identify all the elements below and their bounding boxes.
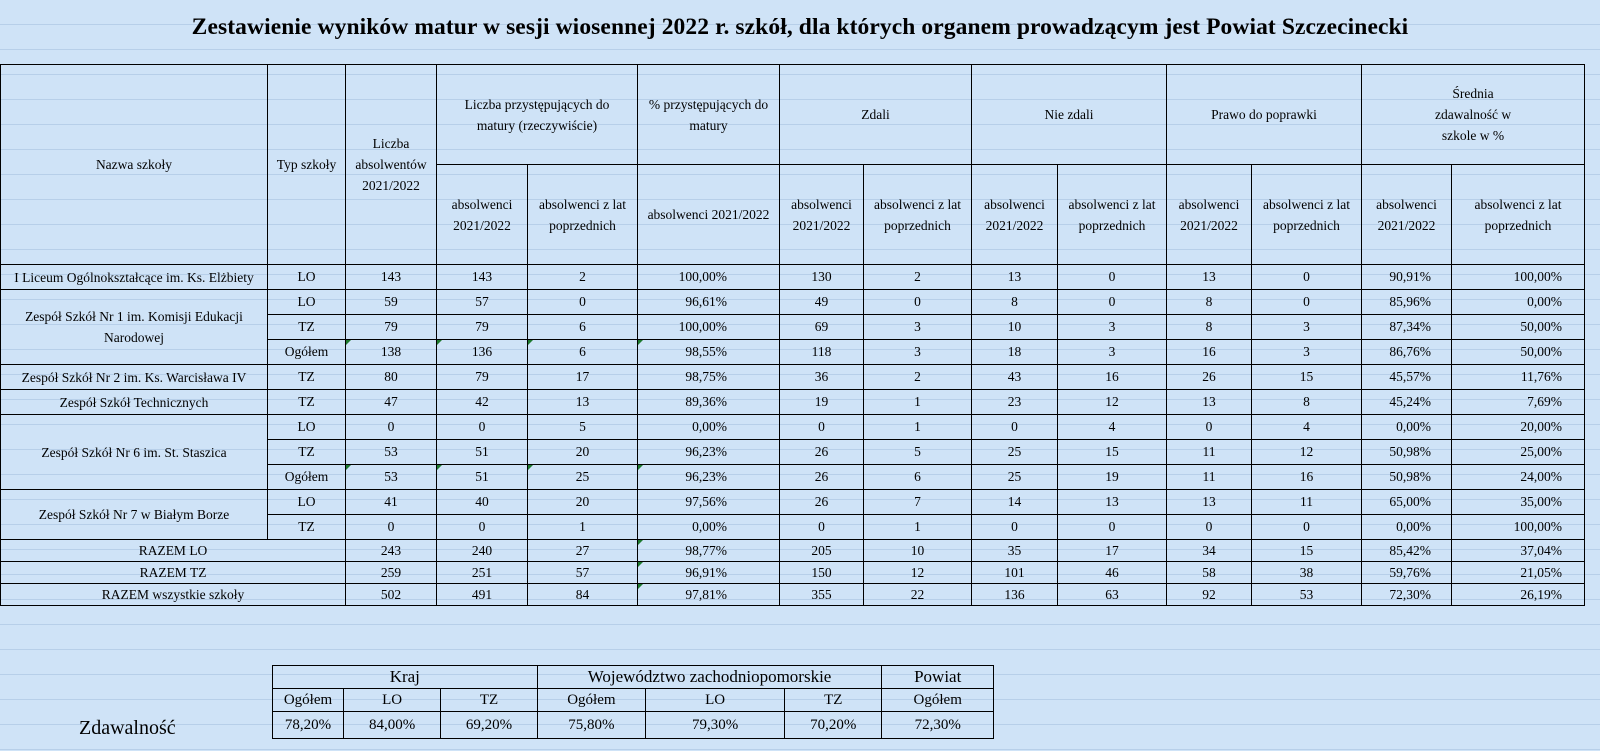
value-cell: 1 [528,515,638,540]
school-type: LO [268,265,346,290]
school-type: TZ [268,440,346,465]
school-type: LO [268,290,346,315]
value-cell: 36 [780,365,864,390]
value-cell: 0 [346,515,437,540]
value-cell: 1 [864,515,972,540]
value-cell: 20 [528,490,638,515]
value-cell: 0 [528,290,638,315]
value-cell: 0,00% [1362,415,1452,440]
value-cell: 8 [1167,315,1252,340]
value-cell: 5 [528,415,638,440]
value-cell: 100,00% [1452,265,1585,290]
value-cell: 0,00% [638,415,780,440]
subheader-cell: absolwenci z lat poprzednich [528,165,638,265]
summary-value: 78,20% [273,712,344,739]
value-cell: 57 [437,290,528,315]
table-row [1,365,1585,390]
summary-table [272,665,994,739]
value-cell: 0 [1058,265,1167,290]
value-cell: 98,55% [638,340,780,365]
value-cell: 96,61% [638,290,780,315]
value-cell: 7,69% [1452,390,1585,415]
header-passed: Zdali [780,65,972,165]
header-average: Średnia zdawalność w szkole w % [1362,65,1585,165]
value-cell: 0 [346,415,437,440]
value-cell: 143 [437,265,528,290]
value-cell: 355 [780,584,864,606]
value-cell: 0 [1058,290,1167,315]
value-cell: 87,34% [1362,315,1452,340]
value-cell: 13 [528,390,638,415]
header-school-name: Nazwa szkoły [1,65,268,265]
value-cell: 19 [1058,465,1167,490]
value-cell: 118 [780,340,864,365]
value-cell: 11 [1252,490,1362,515]
subheader-cell: absolwenci z lat poprzednich [1252,165,1362,265]
value-cell: 46 [1058,562,1167,584]
value-cell: 37,04% [1452,540,1585,562]
school-type: LO [268,415,346,440]
value-cell: 0 [1252,290,1362,315]
subheader-cell: absolwenci 2021/2022 [1362,165,1452,265]
subheader-cell: absolwenci 2021/2022 [1167,165,1252,265]
value-cell: 136 [972,584,1058,606]
summary-value: 72,30% [882,712,994,739]
value-cell: 69 [780,315,864,340]
value-cell: 14 [972,490,1058,515]
school-type: TZ [268,515,346,540]
value-cell: 41 [346,490,437,515]
value-cell: 6 [528,340,638,365]
header-graduates: Liczba absolwentów 2021/2022 [346,65,437,265]
value-cell: 16 [1252,465,1362,490]
summary-value: 79,30% [646,712,785,739]
school-type: TZ [268,365,346,390]
value-cell: 136 [437,340,528,365]
value-cell: 19 [780,390,864,415]
value-cell: 45,24% [1362,390,1452,415]
value-cell: 0 [780,515,864,540]
summary-subheader: LO [646,689,785,712]
summary-value: 70,20% [785,712,882,739]
value-cell: 0,00% [1362,515,1452,540]
value-cell: 97,81% [638,584,780,606]
value-cell: 51 [437,465,528,490]
value-cell: 79 [346,315,437,340]
total-label: RAZEM TZ [1,562,346,584]
value-cell: 22 [864,584,972,606]
value-cell: 11,76% [1452,365,1585,390]
value-cell: 6 [864,465,972,490]
value-cell: 20 [528,440,638,465]
total-row [1,540,1585,562]
value-cell: 40 [437,490,528,515]
value-cell: 50,98% [1362,440,1452,465]
summary-value: 75,80% [537,712,646,739]
value-cell: 143 [346,265,437,290]
value-cell: 96,91% [638,562,780,584]
subheader-cell: absolwenci 2021/2022 [437,165,528,265]
value-cell: 0 [972,515,1058,540]
value-cell: 101 [972,562,1058,584]
value-cell: 240 [437,540,528,562]
value-cell: 25 [972,440,1058,465]
value-cell: 11 [1167,465,1252,490]
value-cell: 97,56% [638,490,780,515]
value-cell: 26 [780,465,864,490]
summary-label: Zdawalność [79,717,176,739]
value-cell: 15 [1252,365,1362,390]
value-cell: 18 [972,340,1058,365]
value-cell: 3 [864,315,972,340]
value-cell: 86,76% [1362,340,1452,365]
school-type: Ogółem [268,340,346,365]
value-cell: 16 [1058,365,1167,390]
value-cell: 0 [864,290,972,315]
value-cell: 2 [864,365,972,390]
value-cell: 17 [528,365,638,390]
value-cell: 243 [346,540,437,562]
value-cell: 8 [1252,390,1362,415]
value-cell: 12 [1058,390,1167,415]
summary-subheader: LO [343,689,440,712]
value-cell: 0 [972,415,1058,440]
value-cell: 57 [528,562,638,584]
value-cell: 8 [972,290,1058,315]
school-name: I Liceum Ogólnokształcące im. Ks. Elżbiety [1,265,268,290]
table-row [1,490,1585,515]
value-cell: 13 [972,265,1058,290]
value-cell: 89,36% [638,390,780,415]
value-cell: 502 [346,584,437,606]
value-cell: 6 [528,315,638,340]
value-cell: 25 [972,465,1058,490]
total-row [1,584,1585,606]
value-cell: 24,00% [1452,465,1585,490]
value-cell: 43 [972,365,1058,390]
value-cell: 8 [1167,290,1252,315]
value-cell: 13 [1058,490,1167,515]
value-cell: 63 [1058,584,1167,606]
value-cell: 51 [437,440,528,465]
total-row [1,562,1585,584]
header-retake: Prawo do poprawki [1167,65,1362,165]
value-cell: 138 [346,340,437,365]
value-cell: 53 [346,465,437,490]
subheader-cell: absolwenci 2021/2022 [780,165,864,265]
value-cell: 47 [346,390,437,415]
value-cell: 98,75% [638,365,780,390]
value-cell: 7 [864,490,972,515]
total-label: RAZEM wszystkie szkoły [1,584,346,606]
value-cell: 2 [864,265,972,290]
value-cell: 100,00% [638,315,780,340]
value-cell: 90,91% [1362,265,1452,290]
value-cell: 0 [437,415,528,440]
value-cell: 16 [1167,340,1252,365]
school-name: Zespół Szkół Nr 1 im. Komisji Edukacji Narodowej [1,290,268,365]
value-cell: 49 [780,290,864,315]
summary-value: 84,00% [343,712,440,739]
value-cell: 100,00% [638,265,780,290]
page-title: Zestawienie wyników matur w sesji wiosennej 2022 r. szkół, dla których organem prowadzącym jest Powiat Szczecinecki [191,14,1409,40]
value-cell: 205 [780,540,864,562]
school-name: Zespół Szkół Nr 7 w Białym Borze [1,490,268,540]
value-cell: 85,42% [1362,540,1452,562]
value-cell: 15 [1252,540,1362,562]
value-cell: 79 [437,315,528,340]
value-cell: 20,00% [1452,415,1585,440]
value-cell: 13 [1167,490,1252,515]
value-cell: 1 [864,390,972,415]
value-cell: 25,00% [1452,440,1585,465]
value-cell: 59,76% [1362,562,1452,584]
summary-subheader: TZ [785,689,882,712]
header-pct-participants: % przystępujących do matury [638,65,780,165]
value-cell: 259 [346,562,437,584]
value-cell: 3 [1058,340,1167,365]
value-cell: 72,30% [1362,584,1452,606]
value-cell: 491 [437,584,528,606]
table-row [1,390,1585,415]
value-cell: 50,00% [1452,340,1585,365]
value-cell: 59 [346,290,437,315]
value-cell: 96,23% [638,440,780,465]
school-type: Ogółem [268,465,346,490]
value-cell: 1 [864,415,972,440]
header-failed: Nie zdali [972,65,1167,165]
summary-subheader: Ogółem [273,689,344,712]
value-cell: 15 [1058,440,1167,465]
header-school-type: Typ szkoły [268,65,346,265]
value-cell: 2 [528,265,638,290]
subheader-cell: absolwenci 2021/2022 [638,165,780,265]
value-cell: 65,00% [1362,490,1452,515]
value-cell: 0 [1252,265,1362,290]
value-cell: 21,05% [1452,562,1585,584]
value-cell: 100,00% [1452,515,1585,540]
value-cell: 58 [1167,562,1252,584]
value-cell: 12 [864,562,972,584]
value-cell: 26 [1167,365,1252,390]
value-cell: 38 [1252,562,1362,584]
school-name: Zespół Szkół Nr 6 im. St. Staszica [1,415,268,490]
subheader-cell: absolwenci 2021/2022 [972,165,1058,265]
value-cell: 26 [780,440,864,465]
value-cell: 79 [437,365,528,390]
summary-value: 69,20% [441,712,537,739]
value-cell: 3 [864,340,972,365]
value-cell: 10 [864,540,972,562]
value-cell: 98,77% [638,540,780,562]
value-cell: 0 [780,415,864,440]
value-cell: 53 [346,440,437,465]
value-cell: 0 [1167,515,1252,540]
value-cell: 150 [780,562,864,584]
value-cell: 27 [528,540,638,562]
summary-woj: Województwo zachodniopomorskie [537,666,882,689]
value-cell: 10 [972,315,1058,340]
table-row [1,415,1585,440]
value-cell: 50,98% [1362,465,1452,490]
value-cell: 3 [1058,315,1167,340]
value-cell: 4 [1058,415,1167,440]
value-cell: 25 [528,465,638,490]
value-cell: 0 [1167,415,1252,440]
value-cell: 17 [1058,540,1167,562]
school-type: TZ [268,315,346,340]
value-cell: 80 [346,365,437,390]
header-participants: Liczba przystępujących do matury (rzeczywiście) [437,65,638,165]
value-cell: 13 [1167,265,1252,290]
value-cell: 3 [1252,315,1362,340]
school-name: Zespół Szkół Nr 2 im. Ks. Warcisława IV [1,365,268,390]
summary-subheader: Ogółem [537,689,646,712]
value-cell: 0 [437,515,528,540]
subheader-cell: absolwenci z lat poprzednich [1452,165,1585,265]
value-cell: 11 [1167,440,1252,465]
value-cell: 3 [1252,340,1362,365]
value-cell: 130 [780,265,864,290]
value-cell: 35 [972,540,1058,562]
value-cell: 45,57% [1362,365,1452,390]
value-cell: 12 [1252,440,1362,465]
value-cell: 42 [437,390,528,415]
value-cell: 0,00% [638,515,780,540]
value-cell: 92 [1167,584,1252,606]
value-cell: 251 [437,562,528,584]
value-cell: 0,00% [1452,290,1585,315]
value-cell: 13 [1167,390,1252,415]
value-cell: 4 [1252,415,1362,440]
value-cell: 96,23% [638,465,780,490]
subheader-cell: absolwenci z lat poprzednich [864,165,972,265]
value-cell: 34 [1167,540,1252,562]
subheader-cell: absolwenci z lat poprzednich [1058,165,1167,265]
value-cell: 23 [972,390,1058,415]
total-label: RAZEM LO [1,540,346,562]
table-row [1,265,1585,290]
value-cell: 53 [1252,584,1362,606]
school-type: LO [268,490,346,515]
summary-kraj: Kraj [273,666,538,689]
summary-subheader: Ogółem [882,689,994,712]
school-type: TZ [268,390,346,415]
value-cell: 5 [864,440,972,465]
value-cell: 35,00% [1452,490,1585,515]
value-cell: 26 [780,490,864,515]
value-cell: 0 [1058,515,1167,540]
value-cell: 84 [528,584,638,606]
school-name: Zespół Szkół Technicznych [1,390,268,415]
value-cell: 50,00% [1452,315,1585,340]
summary-powiat: Powiat [882,666,994,689]
value-cell: 26,19% [1452,584,1585,606]
table-row [1,290,1585,315]
summary-subheader: TZ [441,689,537,712]
value-cell: 85,96% [1362,290,1452,315]
value-cell: 0 [1252,515,1362,540]
results-table [0,64,1585,606]
